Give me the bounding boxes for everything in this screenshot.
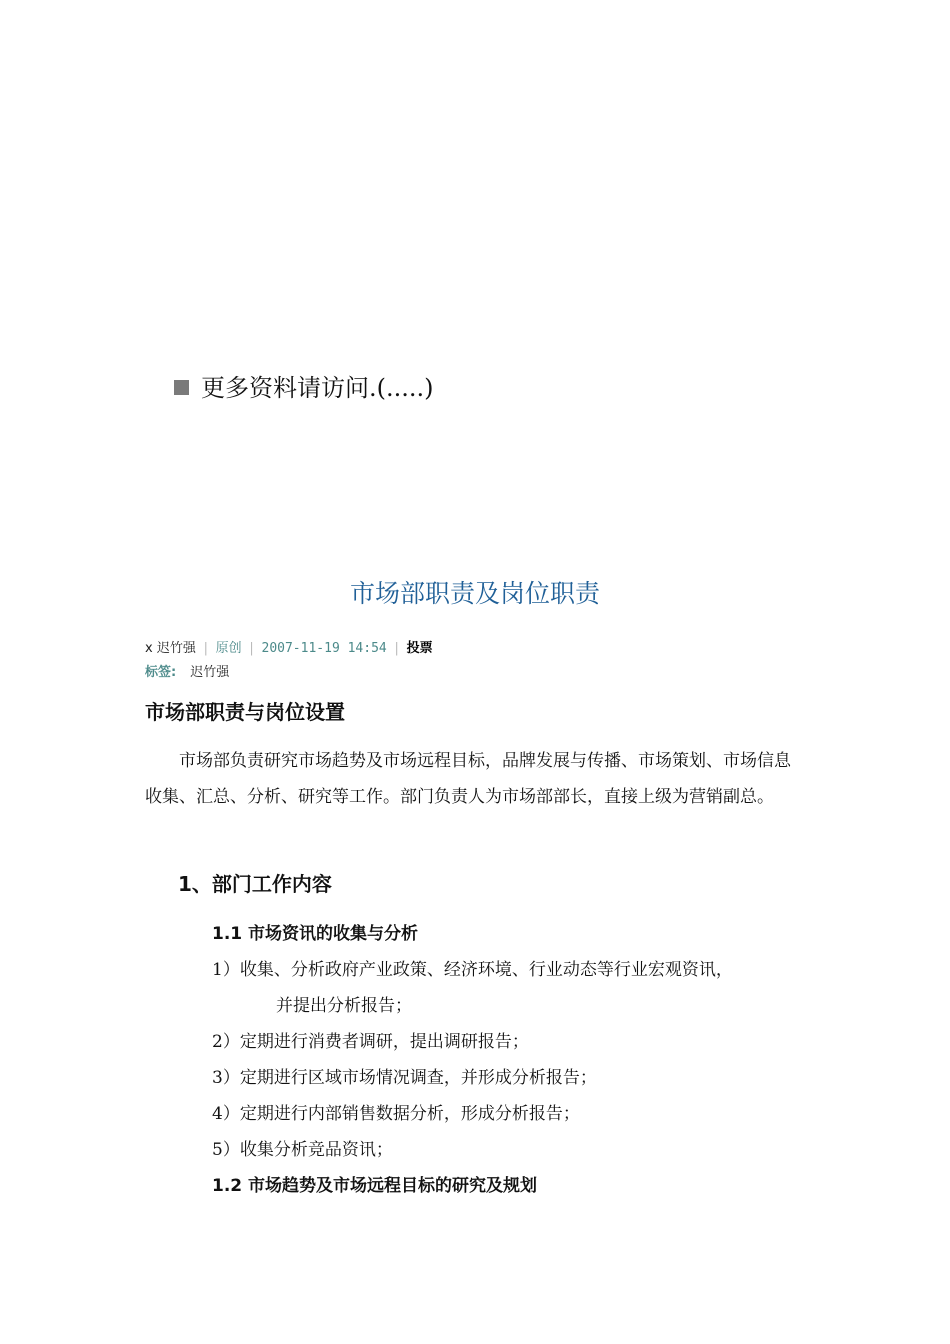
post-datetime: 2007-11-19 14:54 — [261, 641, 387, 656]
intro-paragraph: 市场部负责研究市场趋势及市场远程目标，品牌发展与传播、市场策划、市场信息收集、汇总、分析、研究等工作。部门负责人为市场部部长，直接上级为营销副总。 — [145, 751, 791, 807]
author-link[interactable]: x 迟竹强 — [145, 641, 196, 656]
tags-label: 标签: — [145, 665, 177, 680]
visit-more-line — [174, 370, 434, 406]
subsection-heading: 1.1 市场资讯的收集与分析 — [212, 924, 419, 944]
list-item-continuation: 并提出分析报告； — [276, 996, 412, 1016]
article-title: 市场部职责及岗位职责 — [349, 579, 600, 608]
visit-more-text: 更多资料请访问.(.....) — [201, 374, 434, 402]
post-type: 原创 — [215, 641, 242, 656]
article-tags — [145, 662, 229, 684]
list-item: 2）定期进行消费者调研，提出调研报告； — [212, 1032, 529, 1052]
section-heading: 1、部门工作内容 — [178, 872, 332, 896]
article-heading: 市场部职责与岗位设置 — [145, 700, 345, 724]
meta-separator: | — [201, 641, 210, 656]
list-item: 3）定期进行区域市场情况调查，并形成分析报告； — [212, 1068, 597, 1088]
list-item: 4）定期进行内部销售数据分析，形成分析报告； — [212, 1104, 580, 1124]
list-item: 1）收集、分析政府产业政策、经济环境、行业动态等行业宏观资讯， — [212, 960, 733, 980]
meta-separator: | — [247, 641, 256, 656]
tag-link[interactable]: 迟竹强 — [190, 665, 230, 680]
article-meta — [145, 638, 433, 660]
list-item: 5）收集分析竞品资讯； — [212, 1140, 393, 1160]
vote-link[interactable]: 投票 — [406, 641, 433, 656]
square-bullet-icon — [174, 380, 189, 395]
subsection-heading: 1.2 市场趋势及市场远程目标的研究及规划 — [212, 1176, 538, 1196]
meta-separator: | — [392, 641, 401, 656]
